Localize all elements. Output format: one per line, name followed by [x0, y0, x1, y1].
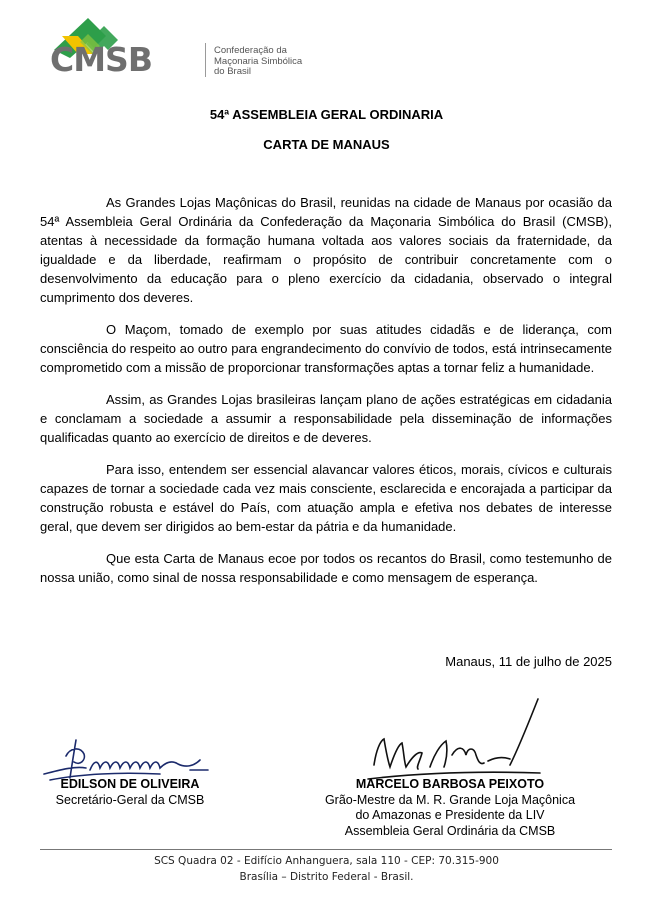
paragraph: As Grandes Lojas Maçônicas do Brasil, reunidas na cidade de Manaus por ocasião da 54ª Assembleia Geral Ordinária da Confederação da Maçonaria Simbólica do Brasil (CMSB), atentas à necessidade da formação humana voltada aos valores sociais da fraternidade, da igualdade e da liberdade, reafirmam o propósito de contribuir concretamente com o desenvolvimento da educação para o pleno exercício da cidadania, observado o integral cumprimento dos deveres.	[40, 195, 612, 305]
paragraph: O Maçom, tomado de exemplo por suas atitudes cidadãs e de liderança, com consciência do respeito ao outro para engrandecimento do convívio de todos, está intrinsecamente comprometido com a missão de proporcionar transformações aptas a tornar feliz a humanidade.	[40, 322, 612, 375]
signatory-role: do Amazonas e Presidente da LIV	[355, 808, 545, 822]
logo-subtitle-line: Maçonaria Simbólica	[214, 55, 303, 67]
letter-date: Manaus, 11 de julho de 2025	[445, 654, 612, 669]
document-subtitle: CARTA DE MANAUS	[263, 137, 390, 152]
document-title: 54ª ASSEMBLEIA GERAL ORDINARIA	[209, 107, 444, 122]
footer-city: Brasília – Distrito Federal - Brasil.	[239, 871, 414, 883]
signatory-name: MARCELO BARBOSA PEIXOTO	[355, 777, 545, 791]
logo-subtitle-line: do Brasil	[214, 66, 251, 77]
signature-marcelo	[360, 695, 560, 785]
logo-subtitle	[214, 46, 302, 78]
signatory-role: Grão-Mestre da M. R. Grande Loja Maçônica	[324, 792, 576, 807]
footer-address: SCS Quadra 02 - Edifício Anhanguera, sala 110 - CEP: 70.315-900	[154, 855, 499, 867]
paragraph: Para isso, entendem ser essencial alavancar valores éticos, morais, cívicos e culturais capazes de tornar a sociedade cada vez mais consciente, esclarecida e encorajada a participar da construção robusta e estável do País, com atuação ampla e efetiva nos debates de interesse geral, que devem ser dirigidos ao bem-estar da pátria e da humanidade.	[40, 462, 612, 534]
letter-body	[40, 193, 612, 600]
signatory-left	[30, 777, 230, 808]
logo-wordmark: CMSB	[50, 40, 152, 79]
signatory-right	[300, 777, 600, 839]
paragraph: Que esta Carta de Manaus ecoe por todos os recantos do Brasil, como testemunho de nossa união, como sinal de nossa responsabilidade e como mensagem de esperança.	[40, 551, 612, 585]
footer-divider	[40, 849, 612, 850]
signatory-role: Assembleia Geral Ordinária da CMSB	[344, 823, 556, 838]
paragraph: Assim, as Grandes Lojas brasileiras lançam plano de ações estratégicas em cidadania e conclamam a sociedade a assumir a responsabilidade pela disseminação de informações qualificadas quanto ao exercício de direitos e de deveres.	[40, 392, 612, 445]
logo-divider	[205, 43, 206, 77]
logo-subtitle-line: Confederação da	[214, 45, 287, 56]
signatory-role: Secretário-Geral da CMSB	[55, 792, 205, 807]
signatory-name: EDILSON DE OLIVEIRA	[60, 777, 200, 791]
